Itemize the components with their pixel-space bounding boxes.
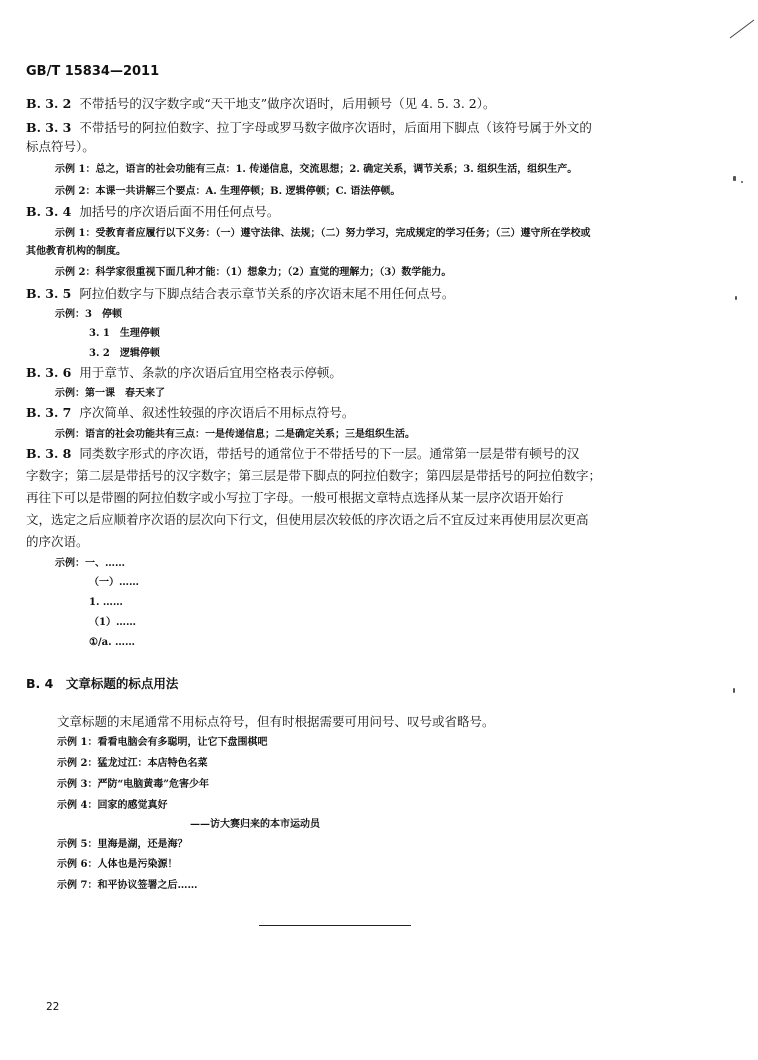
example-line: 3. 1 生理停顿 — [89, 328, 160, 339]
clause-number: B. 3. 3 — [26, 120, 72, 135]
clause-text: 不带括号的阿拉伯数字、拉丁字母或罗马数字做序次语时，后面用下脚点（该符号属于外文的 — [79, 120, 592, 135]
example-line: 示例 6：人体也是污染源！ — [57, 859, 178, 870]
example-line: 其他教育机构的制度。 — [26, 246, 126, 257]
clause-b37 — [26, 405, 354, 421]
section-heading: B. 4 文章标题的标点用法 — [26, 676, 179, 691]
section-intro: 文章标题的末尾通常不用标点符号，但有时根据需要可用问号、叹号或省略号。 — [57, 714, 495, 729]
example-line: 示例：3 停顿 — [55, 309, 122, 320]
clause-b34 — [26, 204, 279, 220]
example-line: （1）…… — [89, 617, 136, 628]
scan-speck — [741, 181, 743, 183]
clause-b33 — [26, 120, 592, 136]
example-line: 1. …… — [89, 597, 123, 608]
scan-speck — [735, 296, 737, 300]
end-rule — [259, 925, 411, 926]
clause-text-continued: 的序次语。 — [26, 534, 89, 549]
clause-b36 — [26, 365, 342, 381]
clause-text: 不带括号的汉字数字或“天干地支”做序次语时，后用顿号（见 4. 5. 3. 2）。 — [79, 96, 496, 111]
page-number: 22 — [46, 1000, 60, 1013]
example-line: 示例 1：总之，语言的社会功能有三点：1. 传递信息，交流思想；2. 确定关系，调节关系；3. 组织生活，组织生产。 — [55, 164, 578, 175]
clause-number: B. 3. 4 — [26, 204, 72, 219]
example-line: 示例 2：猛龙过江：本店特色名菜 — [57, 758, 208, 769]
example-line: 示例 1：看看电脑会有多聪明，让它下盘围棋吧 — [57, 737, 268, 748]
scan-mark-icon — [728, 14, 756, 42]
example-line: 示例：第一课 春天来了 — [55, 388, 165, 399]
example-line: 示例 4：回家的感觉真好 — [57, 800, 168, 811]
clause-number: B. 3. 7 — [26, 405, 72, 420]
clause-text: 同类数字形式的序次语，带括号的通常位于不带括号的下一层。通常第一层是带有顿号的汉 — [79, 446, 580, 461]
example-line: 3. 2 逻辑停顿 — [89, 348, 160, 359]
example-line: 示例 7：和平协议签署之后…… — [57, 880, 198, 891]
example-line: 示例：一、…… — [55, 558, 125, 569]
clause-text-continued: 再往下可以是带圈的阿拉伯数字或小写拉丁字母。一般可根据文章特点选择从某一层序次语开始行 — [26, 490, 564, 505]
example-line: ①/a. …… — [89, 637, 136, 648]
clause-text-continued: 标点符号）。 — [26, 139, 95, 154]
standard-code: GB/T 15834—2011 — [26, 64, 160, 79]
clause-b32 — [26, 96, 496, 112]
clause-text: 用于章节、条款的序次语后宜用空格表示停顿。 — [79, 365, 342, 380]
clause-text: 阿拉伯数字与下脚点结合表示章节关系的序次语末尾不用任何点号。 — [79, 286, 455, 301]
scan-speck — [733, 176, 736, 181]
clause-number: B. 3. 2 — [26, 96, 72, 111]
clause-number: B. 3. 6 — [26, 365, 72, 380]
scan-speck — [733, 688, 735, 693]
example-line: （一）…… — [89, 577, 139, 588]
clause-b35 — [26, 286, 454, 302]
clause-number: B. 3. 5 — [26, 286, 72, 301]
clause-text-continued: 字数字；第二层是带括号的汉字数字；第三层是带下脚点的阿拉伯数字；第四层是带括号的阿拉伯数字； — [26, 468, 602, 483]
example-subtitle: ——访大赛归来的本市运动员 — [190, 819, 320, 830]
clause-number: B. 3. 8 — [26, 446, 72, 461]
example-line: 示例 2：科学家很重视下面几种才能：（1）想象力；（2）直觉的理解力；（3）数学能力。 — [55, 267, 452, 278]
example-line: 示例 1：受教育者应履行以下义务：（一）遵守法律、法规；（二）努力学习，完成规定的学习任务；（三）遵守所在学校或 — [55, 228, 591, 239]
clause-text: 加括号的序次语后面不用任何点号。 — [79, 204, 280, 219]
clause-b38 — [26, 446, 579, 462]
example-line: 示例 3：严防“电脑黄毒”危害少年 — [57, 779, 209, 790]
example-line: 示例 5：里海是湖，还是海？ — [57, 839, 188, 850]
clause-text: 序次简单、叙述性较强的序次语后不用标点符号。 — [79, 405, 355, 420]
example-line: 示例：语言的社会功能共有三点：一是传递信息；二是确定关系；三是组织生活。 — [55, 429, 415, 440]
clause-text-continued: 文，选定之后应顺着序次语的层次向下行文，但使用层次较低的序次语之后不宜反过来再使用层次更高 — [26, 512, 589, 527]
example-line: 示例 2：本课一共讲解三个要点：A. 生理停顿；B. 逻辑停顿；C. 语法停顿。 — [55, 186, 401, 197]
